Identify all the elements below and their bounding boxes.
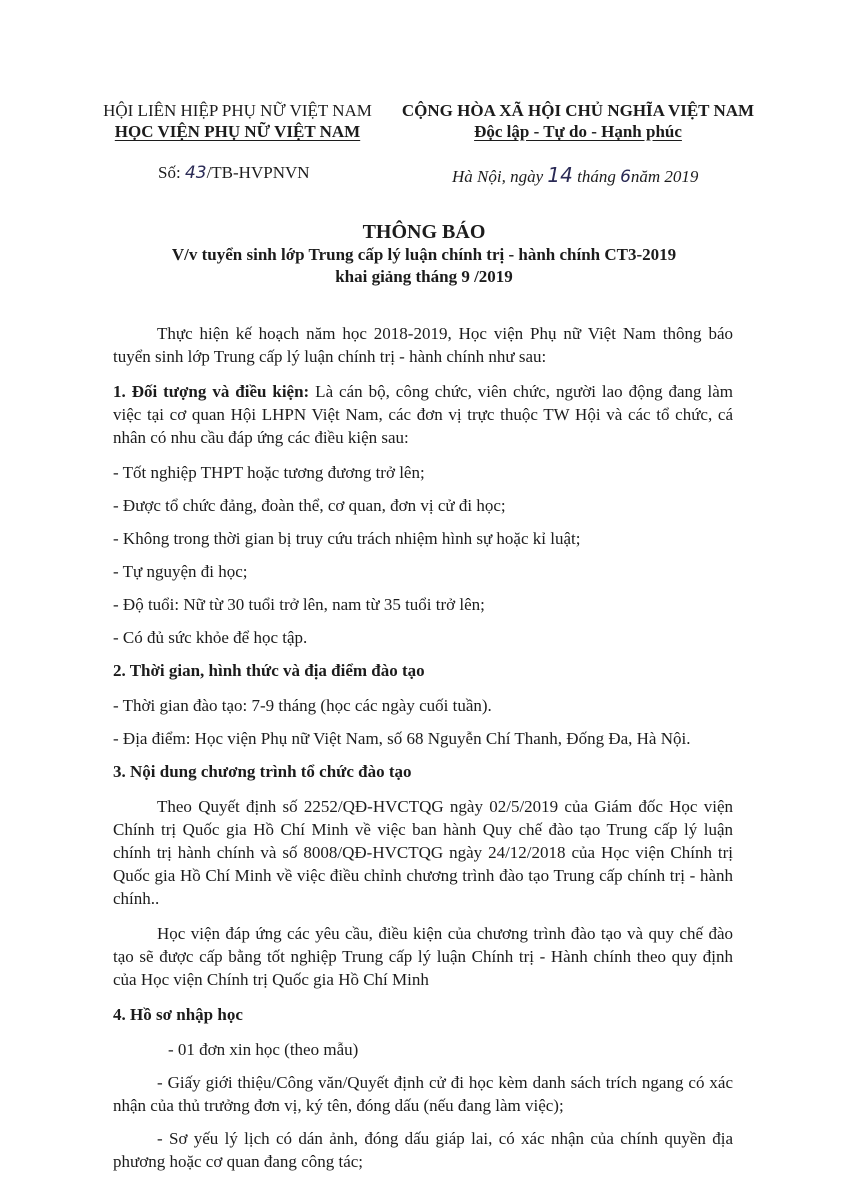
document-number xyxy=(158,163,310,183)
notice-body xyxy=(113,322,733,1183)
list-item: - Không trong thời gian bị truy cứu trách nhiệm hình sự hoặc kỉ luật; xyxy=(113,529,581,548)
national-title: CỘNG HÒA XÃ HỘI CHỦ NGHĨA VIỆT NAM xyxy=(401,101,755,120)
issue-date xyxy=(452,163,698,187)
notice-title: THÔNG BÁO xyxy=(362,221,486,243)
list-item: - 01 đơn xin học (theo mẫu) xyxy=(168,1040,359,1059)
ref-prefix: Số: xyxy=(158,163,185,182)
intro-paragraph: Thực hiện kế hoạch năm học 2018-2019, Học viện Phụ nữ Việt Nam thông báo tuyển sinh lớp Trung cấp lý luận chính trị - hành chính như sau: xyxy=(113,324,733,366)
section-2-heading: 2. Thời gian, hình thức và địa điểm đào tạo xyxy=(113,661,425,680)
list-item: - Sơ yếu lý lịch có dán ảnh, đóng dấu giáp lai, có xác nhận của chính quyền địa phương hoặc cơ quan đang công tác; xyxy=(113,1129,733,1171)
issuer-block xyxy=(100,100,375,142)
list-item: - Địa điểm: Học viện Phụ nữ Việt Nam, số 68 Nguyễn Chí Thanh, Đống Đa, Hà Nội. xyxy=(113,729,691,748)
date-day-handwritten: 14 xyxy=(547,163,573,187)
section-1-text: Là cán bộ, công chức, viên chức, người lao động đang làm việc tại cơ quan Hội LHPN Việt Nam, các đơn vị trực thuộc TW Hội và các tổ chức, cá nhân có nhu cầu đáp ứng các điều kiện sau: xyxy=(113,382,733,447)
section-3-paragraph: Theo Quyết định số 2252/QĐ-HVCTQG ngày 02/5/2019 của Giám đốc Học viện Chính trị Quốc gia Hồ Chí Minh về việc ban hành Quy chế đào tạo Trung cấp lý luận chính trị hành chính và số 8008/QĐ-HVCTQG ngày 24/12/2018 của Học viện Chính trị Quốc gia Hồ Chí Minh về việc điều chỉnh chương trình đào tạo Trung cấp chính trị - hành chính.. xyxy=(113,797,733,908)
notice-subject-line2: khai giảng tháng 9 /2019 xyxy=(335,267,513,286)
date-prefix: Hà Nội, ngày xyxy=(452,167,548,186)
list-item: - Được tổ chức đảng, đoàn thể, cơ quan, đơn vị cử đi học; xyxy=(113,496,506,515)
national-motto: Độc lập - Tự do - Hạnh phúc xyxy=(474,122,682,141)
list-item: - Tốt nghiệp THPT hoặc tương đương trở lên; xyxy=(113,463,425,482)
list-item: - Giấy giới thiệu/Công văn/Quyết định cử đi học kèm danh sách trích ngang có xác nhận của thủ trưởng đơn vị, ký tên, đóng dấu (nếu đang làm việc); xyxy=(113,1073,733,1115)
section-1 xyxy=(113,380,733,449)
date-month-handwritten: 6 xyxy=(620,167,631,187)
issuing-org: HỌC VIỆN PHỤ NỮ VIỆT NAM xyxy=(114,122,361,141)
list-item: - Độ tuổi: Nữ từ 30 tuổi trở lên, nam từ 35 tuổi trở lên; xyxy=(113,595,485,614)
ref-number-handwritten: 43 xyxy=(184,163,207,183)
parent-org: HỘI LIÊN HIỆP PHỤ NỮ VIỆT NAM xyxy=(103,101,372,120)
list-item: - Tự nguyện đi học; xyxy=(113,562,248,581)
section-4-heading: 4. Hồ sơ nhập học xyxy=(113,1005,243,1024)
section-3-heading: 3. Nội dung chương trình tổ chức đào tạo xyxy=(113,762,412,781)
section-1-heading: 1. Đối tượng và điều kiện: xyxy=(113,382,310,401)
notice-subject: V/v tuyển sinh lớp Trung cấp lý luận chính trị - hành chính CT3-2019 xyxy=(171,245,677,264)
national-header xyxy=(398,100,758,142)
date-month-label: tháng xyxy=(572,167,621,186)
list-item: - Có đủ sức khỏe để học tập. xyxy=(113,628,308,647)
list-item: - Thời gian đào tạo: 7-9 tháng (học các ngày cuối tuần). xyxy=(113,696,492,715)
section-3-paragraph: Học viện đáp ứng các yêu cầu, điều kiện của chương trình đào tạo và quy chế đào tạo sẽ được cấp bằng tốt nghiệp Trung cấp lý luận Chính trị - Hành chính theo quy định của Học viện Chính trị Quốc gia Hồ Chí Minh xyxy=(113,924,733,989)
date-year: năm 2019 xyxy=(630,167,699,186)
ref-suffix: /TB-HVPNVN xyxy=(206,163,310,182)
notice-title-block xyxy=(0,220,848,288)
